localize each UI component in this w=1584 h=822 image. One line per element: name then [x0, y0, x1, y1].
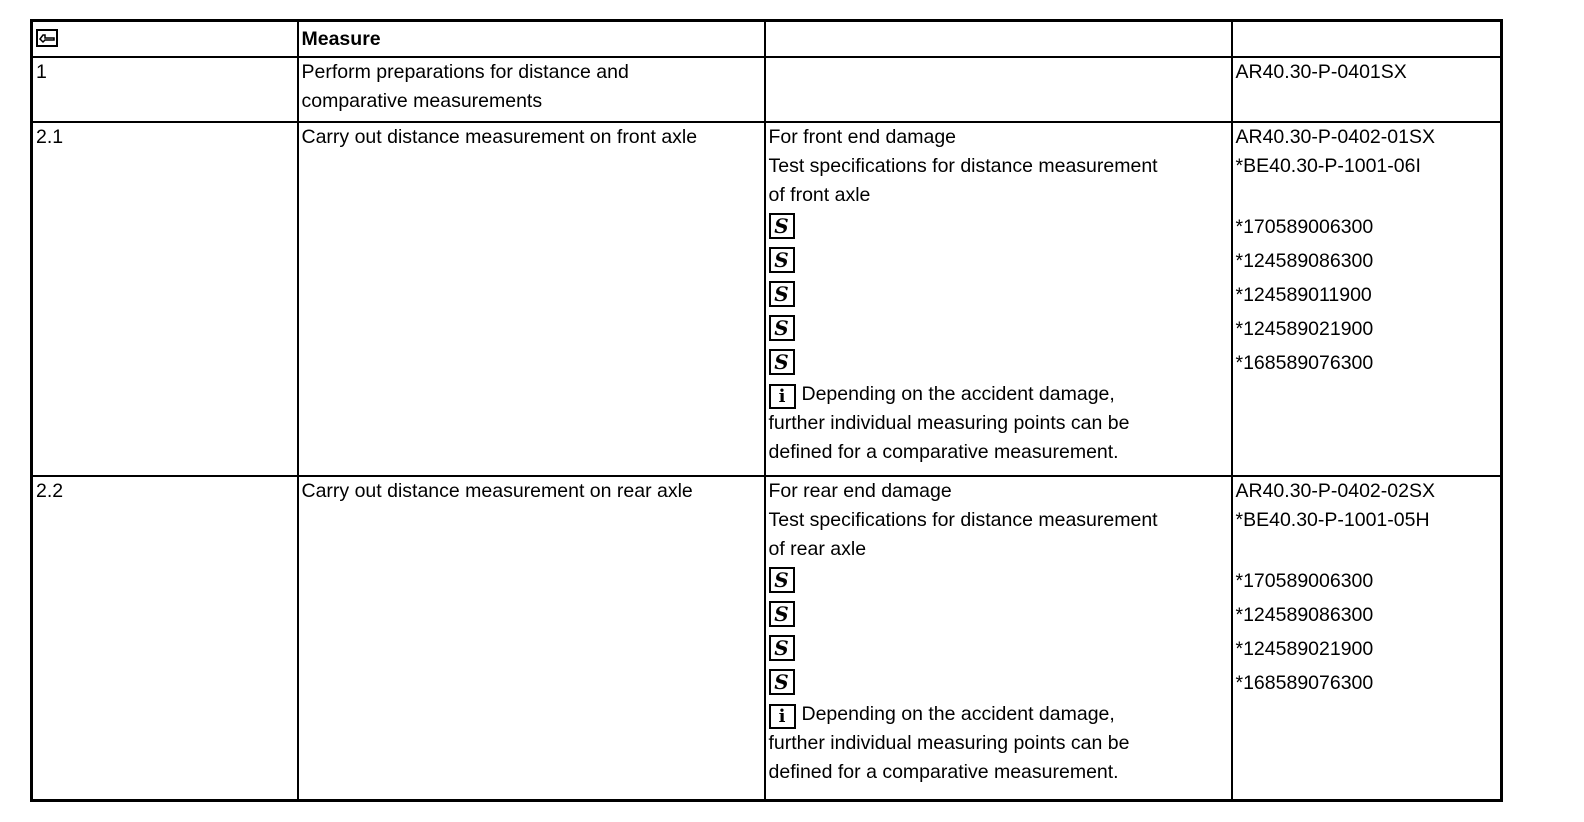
tool-reference[interactable]: *124589086300: [1235, 250, 1374, 272]
tool-reference[interactable]: *124589086300: [1235, 604, 1374, 626]
reference-link[interactable]: AR40.30-P-0402-02SX: [1235, 480, 1435, 502]
special-tool-icon: S: [769, 349, 795, 375]
info-line: defined for a comparative measurement.: [768, 441, 1119, 463]
step-number: 1: [32, 57, 298, 122]
reference-link[interactable]: *BE40.30-P-1001-05H: [1235, 509, 1430, 531]
note-line: of rear axle: [768, 538, 867, 560]
note-line: Test specifications for distance measurement: [768, 509, 1158, 531]
reference-link[interactable]: AR40.30-P-0402-01SX: [1235, 126, 1435, 148]
measure-line: comparative measurements: [301, 90, 543, 112]
note-line: For rear end damage: [768, 480, 952, 502]
references-cell: [1232, 122, 1502, 476]
info-line: Depending on the accident damage,: [801, 383, 1115, 405]
info-note: [769, 380, 1231, 467]
special-tool-icon: S: [769, 635, 795, 661]
notes-cell: [765, 122, 1232, 476]
procedure-table: [30, 19, 1503, 802]
notes-cell: [765, 57, 1232, 122]
special-tool-icon: S: [769, 315, 795, 341]
info-icon: i: [769, 704, 796, 729]
note-line: of front axle: [768, 184, 871, 206]
special-tool-icon: S: [769, 669, 795, 695]
tool-reference[interactable]: *124589011900: [1235, 284, 1372, 306]
references-cell: [1232, 476, 1502, 801]
header-empty-3: [765, 21, 1232, 58]
hand-pointer-icon: [36, 29, 58, 47]
table-row: [32, 57, 1502, 122]
step-number: 2.1: [32, 122, 298, 476]
info-line: defined for a comparative measurement.: [768, 761, 1119, 783]
measure-text: Carry out distance measurement on front axle: [298, 122, 765, 476]
measure-line: Perform preparations for distance and: [301, 61, 629, 83]
step-number: 2.2: [32, 476, 298, 801]
table-row: [32, 122, 1502, 476]
header-measure: Measure: [298, 21, 765, 58]
tool-reference[interactable]: *168589076300: [1235, 352, 1374, 374]
measure-text: Carry out distance measurement on rear axle: [298, 476, 765, 801]
table-header-row: [32, 21, 1502, 58]
note-line: Test specifications for distance measurement: [768, 155, 1158, 177]
special-tool-icon: S: [769, 567, 795, 593]
header-icon-cell: [32, 21, 298, 58]
tool-reference[interactable]: *168589076300: [1235, 672, 1374, 694]
info-icon: i: [769, 384, 796, 409]
special-tool-icon: S: [769, 213, 795, 239]
special-tool-icon: S: [769, 247, 795, 273]
info-line: Depending on the accident damage,: [801, 703, 1115, 725]
notes-cell: [765, 476, 1232, 801]
note-line: For front end damage: [768, 126, 957, 148]
tool-reference[interactable]: *170589006300: [1235, 570, 1374, 592]
reference-link[interactable]: AR40.30-P-0401SX: [1232, 57, 1502, 122]
info-note: [769, 700, 1231, 787]
special-tool-icon: S: [769, 281, 795, 307]
measure-text: [298, 57, 765, 122]
table-row: [32, 476, 1502, 801]
special-tool-icon: S: [769, 601, 795, 627]
header-empty-4: [1232, 21, 1502, 58]
info-line: further individual measuring points can be: [768, 732, 1130, 754]
info-line: further individual measuring points can be: [768, 412, 1130, 434]
tool-reference[interactable]: *124589021900: [1235, 638, 1374, 660]
tool-reference[interactable]: *170589006300: [1235, 216, 1374, 238]
reference-link[interactable]: *BE40.30-P-1001-06I: [1235, 155, 1421, 177]
tool-reference[interactable]: *124589021900: [1235, 318, 1374, 340]
